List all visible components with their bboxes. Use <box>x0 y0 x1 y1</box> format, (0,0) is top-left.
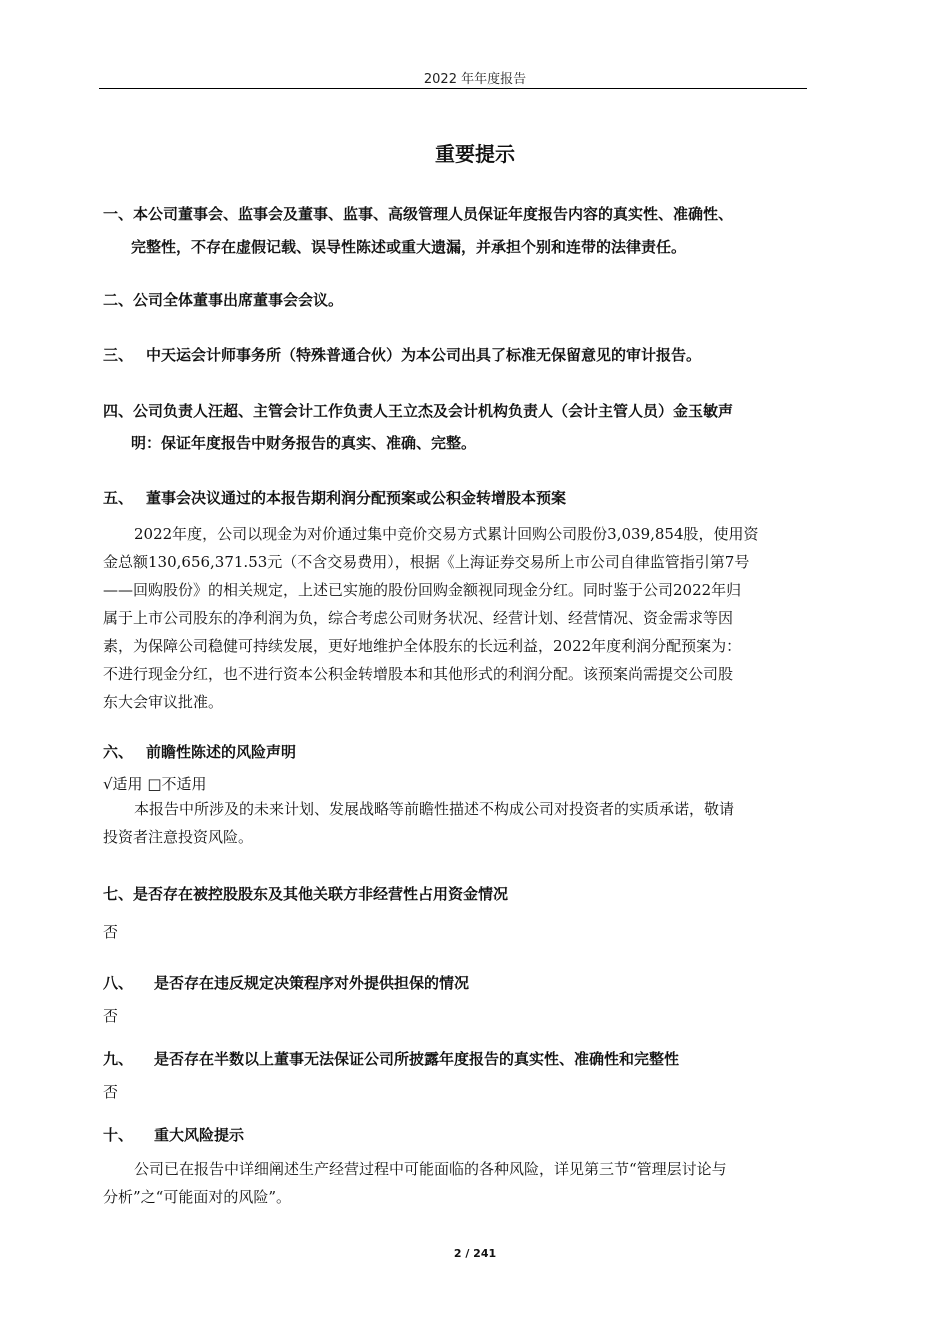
section-6-heading <box>103 738 811 766</box>
section-7-heading <box>103 880 811 908</box>
section-7-answer: 否 <box>103 923 119 941</box>
section-number: 四、 <box>103 402 134 420</box>
paragraph-line: 素，为保障公司稳健可持续发展，更好地维护全体股东的长远利益，2022年度利润分配预案为： <box>103 637 742 655</box>
page-number: 2 / 241 <box>453 1247 497 1260</box>
section-text: 是否存在违反规定决策程序对外提供担保的情况 <box>154 974 470 992</box>
section-6-body <box>103 795 808 851</box>
paragraph-line: 金总额130,656,371.53元（不含交易费用），根据《上海证券交易所上市公司自律监管指引第7号 <box>103 553 750 571</box>
section-number: 十、 <box>103 1126 134 1144</box>
section-text: 是否存在半数以上董事无法保证公司所披露年度报告的真实性、准确性和完整性 <box>154 1050 680 1068</box>
page-title: 重要提示 <box>435 142 515 166</box>
section-5-heading <box>103 484 811 512</box>
section-4-heading <box>103 397 811 425</box>
section-2-heading <box>103 286 811 314</box>
paragraph-line: 不进行现金分红，也不进行资本公积金转增股本和其他形式的利润分配。该预案尚需提交公司股 <box>103 665 734 683</box>
section-3-heading <box>103 341 811 369</box>
section-text: 公司全体董事出席董事会会议。 <box>133 291 344 309</box>
section-5-body <box>103 520 808 716</box>
running-header: 2022 年年度报告 <box>423 72 527 87</box>
section-text: 公司负责人汪超、主管会计工作负责人王立杰及会计机构负责人（会计主管人员）金玉敏声 <box>133 402 734 420</box>
section-number: 二、 <box>103 291 134 309</box>
section-number: 五、 <box>103 489 134 507</box>
section-text: 重大风险提示 <box>154 1126 245 1144</box>
section-text: 前瞻性陈述的风险声明 <box>146 743 297 761</box>
header-rule <box>99 88 807 89</box>
paragraph-line: 本报告中所涉及的未来计划、发展战略等前瞻性描述不构成公司对投资者的实质承诺，敬请 <box>134 800 735 818</box>
paragraph-line: 公司已在报告中详细阐述生产经营过程中可能面临的各种风险，详见第三节“管理层讨论与 <box>134 1160 727 1178</box>
paragraph-line: 投资者注意投资风险。 <box>103 828 254 846</box>
section-number: 七、 <box>103 885 134 903</box>
section-text: 董事会决议通过的本报告期利润分配预案或公积金转增股本预案 <box>146 489 567 507</box>
paragraph-line: 属于上市公司股东的净利润为负，综合考虑公司财务状况、经营计划、经营情况、资金需求等因 <box>103 609 734 627</box>
paragraph-line: 2022年度，公司以现金为对价通过集中竞价交易方式累计回购公司股份3,039,854股，使用资 <box>134 525 759 543</box>
section-10-heading <box>103 1121 811 1149</box>
section-number: 八、 <box>103 974 134 992</box>
section-number: 三、 <box>103 346 134 364</box>
section-9-heading <box>103 1045 811 1073</box>
applicability-checkbox-line: √适用 □不适用 <box>103 775 207 793</box>
section-8-answer: 否 <box>103 1007 119 1025</box>
section-number: 一、 <box>103 205 134 223</box>
section-8-heading <box>103 969 811 997</box>
section-1-heading <box>103 200 811 228</box>
section-text: 是否存在被控股股东及其他关联方非经营性占用资金情况 <box>133 885 509 903</box>
paragraph-line: 东大会审议批准。 <box>103 693 224 711</box>
section-4-continuation: 明：保证年度报告中财务报告的真实、准确、完整。 <box>131 434 477 452</box>
section-10-body <box>103 1155 808 1211</box>
section-1-continuation: 完整性，不存在虚假记载、误导性陈述或重大遗漏，并承担个别和连带的法律责任。 <box>131 238 687 256</box>
section-9-answer: 否 <box>103 1083 119 1101</box>
paragraph-line: 分析”之“可能面对的风险”。 <box>103 1188 292 1206</box>
section-text: 本公司董事会、监事会及董事、监事、高级管理人员保证年度报告内容的真实性、准确性、 <box>133 205 734 223</box>
section-number: 九、 <box>103 1050 134 1068</box>
section-text: 中天运会计师事务所（特殊普通合伙）为本公司出具了标准无保留意见的审计报告。 <box>146 346 702 364</box>
paragraph-line: ——回购股份》的相关规定，上述已实施的股份回购金额视同现金分红。同时鉴于公司2022年归 <box>103 581 742 599</box>
section-number: 六、 <box>103 743 134 761</box>
